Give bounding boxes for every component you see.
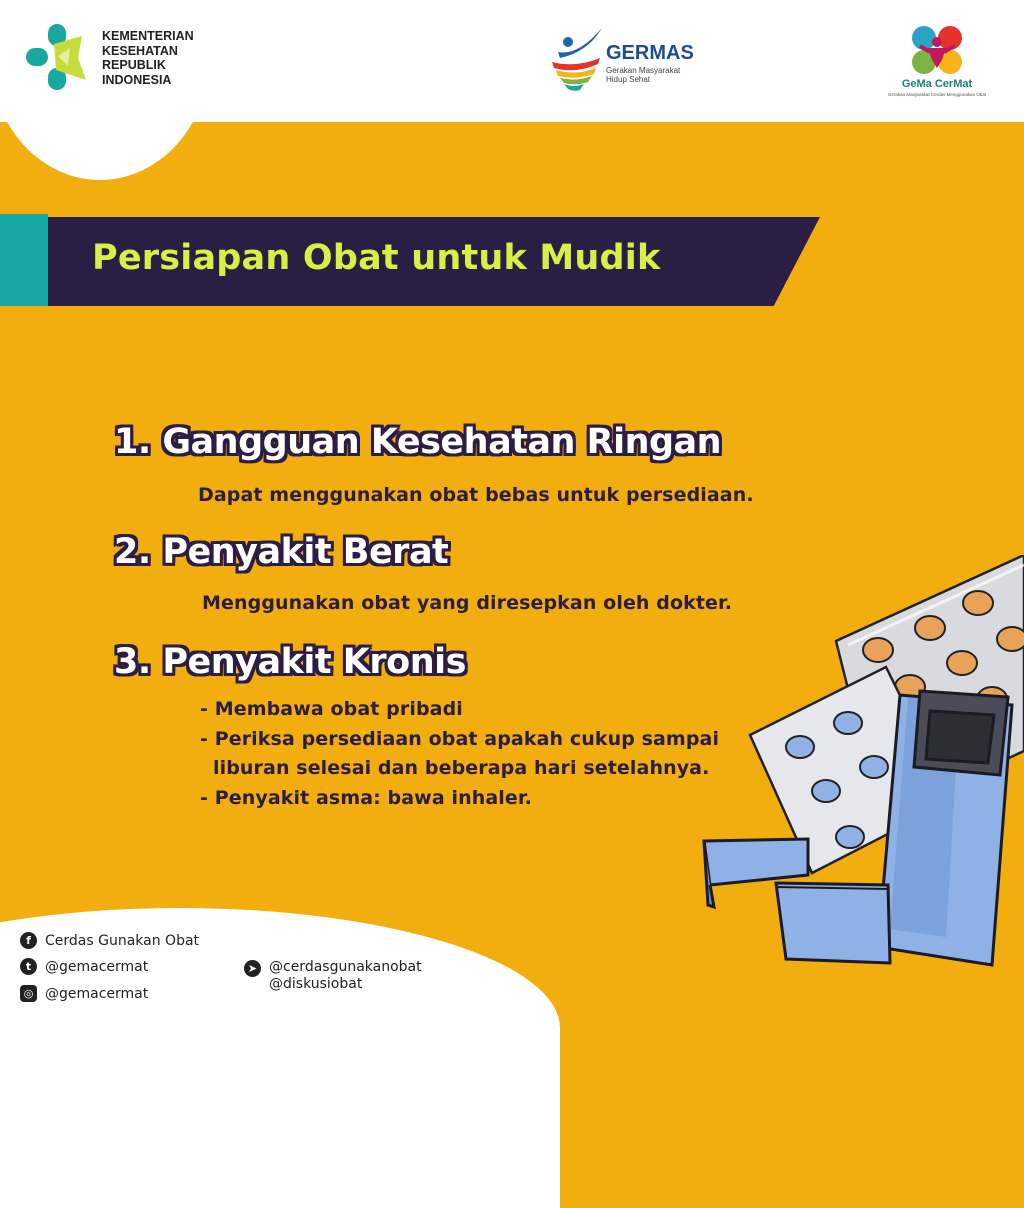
facebook-link[interactable] [20, 932, 199, 949]
gema-cermat-emblem-icon [872, 22, 1002, 78]
kemenkes-line-1: KEMENTERIAN [102, 29, 194, 43]
facebook-label: Cerdas Gunakan Obat [45, 932, 200, 949]
germas-subtitle-2: Hidup Sehat [606, 75, 651, 84]
section-3-line-1: - Membawa obat pribadi [200, 698, 463, 720]
telegram-label-2: @diskusiobat [269, 976, 363, 992]
facebook-icon: f [20, 932, 37, 949]
section-2-text: Menggunakan obat yang diresepkan oleh dokter. [202, 592, 733, 614]
section-2-heading: 2. Penyakit Berat [114, 532, 449, 572]
germas-logo [548, 22, 708, 92]
germas-subtitle-1: Gerakan Masyarakat [606, 66, 681, 75]
telegram-icon: ➤ [244, 960, 261, 977]
section-1-heading: 1. Gangguan Kesehatan Ringan [114, 422, 722, 462]
section-3-heading: 3. Penyakit Kronis [114, 642, 466, 682]
instagram-icon: ◎ [20, 985, 37, 1002]
kemenkes-emblem-icon [24, 22, 96, 94]
page-title: Persiapan Obat untuk Mudik [92, 238, 661, 278]
germas-title: GERMAS [606, 42, 694, 64]
gema-cermat-title: GeMa CerMat [901, 78, 973, 90]
section-3-line-3: liburan selesai dan beberapa hari setelahnya. [213, 757, 710, 779]
kemenkes-logo [24, 22, 224, 102]
gema-cermat-subtitle: Gerakan Masyarakat Cerdas Menggunakan Obat [887, 92, 987, 97]
banner-accent [0, 214, 48, 306]
telegram-link[interactable] [244, 959, 422, 993]
germas-emblem-icon [548, 22, 608, 92]
gema-cermat-logo [872, 22, 1008, 102]
twitter-link[interactable] [20, 958, 148, 975]
twitter-icon: t [20, 958, 37, 975]
instagram-link[interactable] [20, 985, 148, 1002]
kemenkes-line-3: REPUBLIK [102, 58, 166, 72]
twitter-label: @gemacermat [45, 958, 149, 975]
instagram-label: @gemacermat [45, 985, 149, 1002]
footer-wave-decoration [0, 908, 560, 1208]
kemenkes-line-2: KESEHATAN [102, 43, 178, 58]
kemenkes-line-4: INDONESIA [102, 72, 172, 87]
medicine-illustration [690, 555, 1024, 1024]
section-1-text: Dapat menggunakan obat bebas untuk persediaan. [198, 484, 754, 506]
telegram-label-1: @cerdasgunakanobat [269, 959, 422, 975]
section-3-line-2: - Periksa persediaan obat apakah cukup sampai [200, 728, 720, 750]
section-3-line-4: - Penyakit asma: bawa inhaler. [200, 787, 532, 809]
